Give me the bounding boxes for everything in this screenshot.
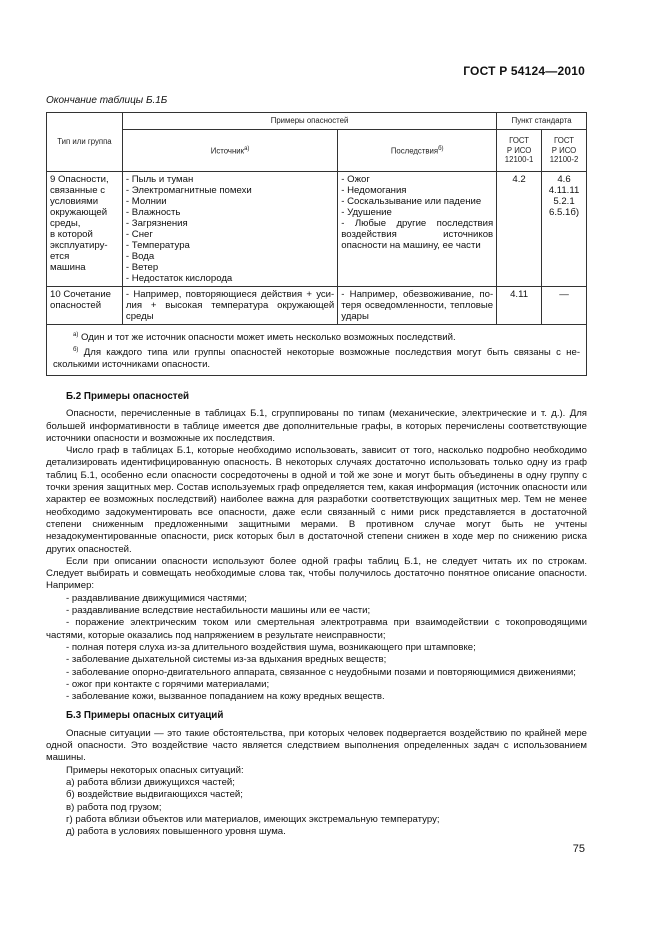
body-text bbox=[46, 391, 587, 838]
paragraph: Опасности, перечисленные в таблицах Б.1, сгруппированы по типам (механические, электрические и т. д.). Для большей информативности в таблице имеется две дополнительные графы, в которых перечислены соответствующие источники опасности и возможные их последствия. bbox=[46, 408, 587, 444]
paragraph: Примеры некоторых опасных ситуаций: bbox=[66, 764, 244, 776]
list-item: - раздавливание вследствие нестабильности машины или ее части; bbox=[66, 605, 371, 617]
list-item: а) работа вблизи движущихся частей; bbox=[66, 776, 235, 788]
row10-consequence: - Например, обезвоживание, потеря осведомленности, тепловые удары bbox=[338, 287, 497, 325]
list-item: в) работа под грузом; bbox=[66, 801, 162, 813]
header-examples: Примеры опасностей bbox=[122, 113, 496, 130]
list-item: - поражение электрическим током или смертельная электротравма при взаимодействии с токопроводящими частями, которые оказались под напряжением в результате неисправности; bbox=[46, 617, 587, 641]
row10-std2: — bbox=[542, 287, 587, 325]
list-item: - заболевание опорно-двигательного аппарата, связанное с неудобными позами и повторяющимися движениями; bbox=[66, 666, 576, 678]
list-item: б) воздействие выдвигающихся частей; bbox=[66, 789, 243, 801]
paragraph: Если при описании опасности используют более одной графы таблиц Б.1, не следует читать их по строкам. Следует выбирать и совмещать необходимые слова так, чтобы получилось достаточно понятное описание опасности. Например: bbox=[46, 555, 587, 592]
footnote-mark-b: б) bbox=[438, 145, 444, 152]
table-caption: Окончание таблицы Б.1Б bbox=[46, 95, 168, 106]
row9-sources: - Пыль и туман - Электромагнитные помехи - Молнии - Влажность - Загрязнения - Снег - Температура - Вода - Ветер - Недостаток кислорода bbox=[122, 172, 337, 287]
paragraph: Опасные ситуации — это такие обстоятельства, при которых человек подвергается воздействию по крайней мере одной опасности. Это воздействие часто является следствием выполнения определенных задач с использованием машины. bbox=[46, 727, 587, 764]
list-item: д) работа в условиях повышенного уровня шума. bbox=[66, 826, 286, 838]
list-item: - раздавливание движущимися частями; bbox=[66, 592, 247, 604]
header-source: Источник$^{а)}$ bbox=[122, 130, 337, 172]
row9-std2: 4.6 4.11.11 5.2.1 6.5.1б) bbox=[542, 172, 587, 287]
header-consequence: Последствия$^{б)}$ bbox=[338, 130, 497, 172]
document-code: ГОСТ Р 54124—2010 bbox=[463, 64, 585, 78]
row9-consequences: - Ожог - Недомогания - Соскальзывание или падение - Удушение - Любые другие последствия воздействия источников опасности на машину, ее части bbox=[338, 172, 497, 287]
paragraph: Число граф в таблицах Б.1, которые необходимо использовать, зависит от того, насколько подробно необходимо детализировать идентифицированную опасность. В некоторых случаях достаточно использовать только одну из граф таблиц Б.1, особенно если опасности сосредоточены в одной и той же зоне и могут быть объединены в одну группу с точки зрения защитных мер. Состав используемых граф определяется тем, какая информация (источник опасности или характер ее возможных последствий) наиболее важна для разработки соответствующих защитных мер. Тем не менее необходимо задокументировать все опасности, даже если связанный с ними риск представляется в достаточной степени сниженным предложенными защитными мерами. В противном случае могут быть не учтены незадокументированные опасности, риск которых был в достаточной степени снижен в ходе мер по снижению риска других опасностей. bbox=[46, 445, 587, 555]
list-item: - заболевание кожи, вызванное попаданием на кожу вредных веществ. bbox=[66, 691, 385, 703]
page-number: 75 bbox=[572, 843, 585, 855]
row10-source: - Например, повторяющиеся действия + усилия + высокая температура окружающей среды bbox=[122, 287, 337, 325]
list-item: г) работа вблизи объектов или материалов, имеющих экстремальную температуру; bbox=[66, 813, 440, 825]
row9-type: 9 Опасности, связанные с условиями окружающей среды, в которой эксплуатиру- ется машина bbox=[47, 172, 123, 287]
row10-std1: 4.11 bbox=[497, 287, 542, 325]
list-item: - заболевание дыхательной системы из-за вдыхания вредных веществ; bbox=[66, 654, 387, 666]
header-standard: Пункт стандарта bbox=[497, 113, 587, 130]
list-item: - ожог при контакте с горячими материалами; bbox=[66, 678, 270, 690]
table-row bbox=[47, 172, 587, 287]
header-type: Тип или группа bbox=[47, 113, 123, 172]
list-item: - полная потеря слуха из-за длительного воздействия шума, возникающего при штамповке; bbox=[66, 641, 476, 653]
table-row bbox=[47, 287, 587, 325]
section-b2-title: Б.2 Примеры опасностей bbox=[66, 391, 190, 402]
section-b3-title: Б.3 Примеры опасных ситуаций bbox=[66, 710, 224, 722]
footnote-mark-a: а) bbox=[244, 145, 250, 152]
table-footnotes: $^{а)}$ Один и тот же источник опасности может иметь несколько возможных последствий. $^{б)}$ Для каждого типа или группы опасностей некоторые возможные последствия могут быть связаны с несколькими источниками опасности. bbox=[47, 325, 587, 376]
header-std1: ГОСТ Р ИСО 12100-1 bbox=[497, 130, 542, 172]
header-std2: ГОСТ Р ИСО 12100-2 bbox=[542, 130, 587, 172]
hazards-table bbox=[46, 112, 587, 376]
row9-std1: 4.2 bbox=[497, 172, 542, 287]
row10-type: 10 Сочетание опасностей bbox=[47, 287, 123, 325]
